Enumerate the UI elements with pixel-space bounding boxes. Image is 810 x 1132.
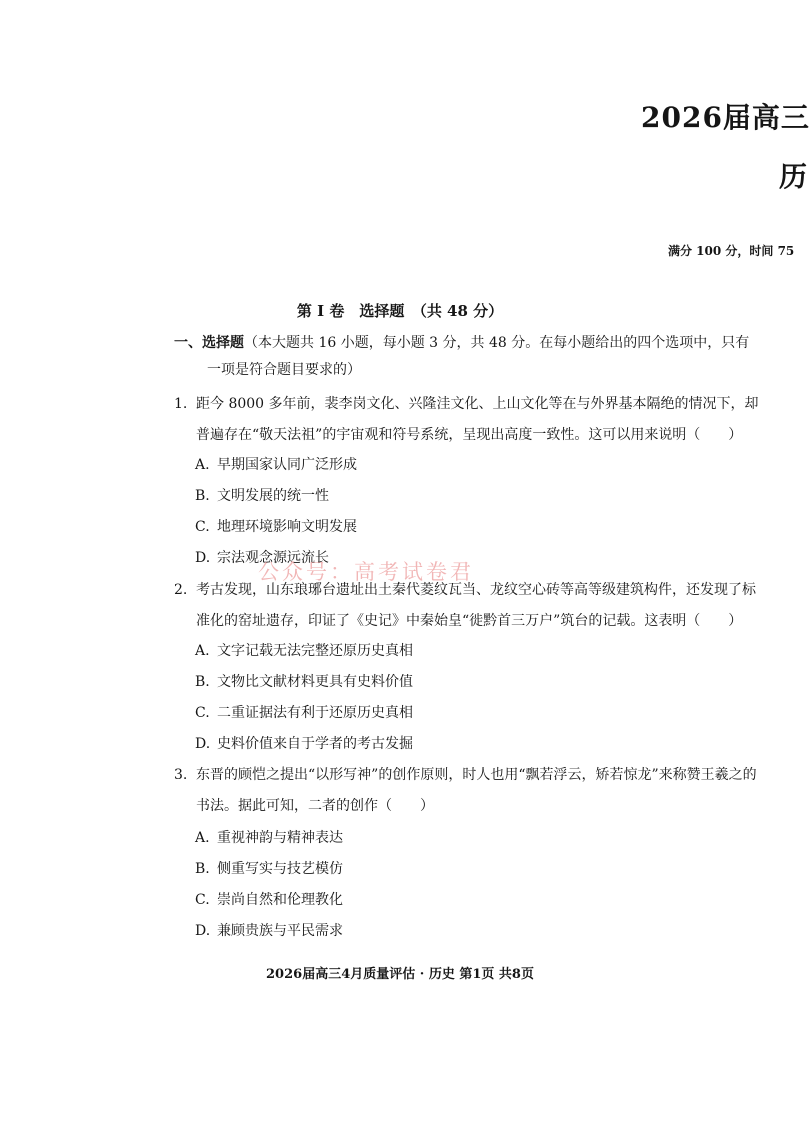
option-key: D. [195,736,211,752]
option-key: A. [195,830,210,846]
option-text: 二重证据法有利于还原历史真相 [217,705,413,721]
part-one-instructions [174,330,768,384]
question-1-option-c[interactable] [195,516,357,536]
exam-info: 满分 100 分，时间 75 [668,244,795,258]
watermark: 公众号：高考试卷君 [258,560,474,584]
question-2-option-a[interactable] [195,640,413,660]
option-key: B. [195,674,210,690]
option-text: 崇尚自然和伦理教化 [217,892,343,908]
exam-subject: 历 [779,160,808,193]
option-key: C. [195,705,210,721]
question-1-option-a[interactable] [195,454,357,474]
option-key: D. [195,923,211,939]
question-number: 3. [174,767,188,783]
option-text: 文物比文献材料更具有史料价值 [217,674,413,690]
option-key: C. [195,892,210,908]
question-3-option-a[interactable] [195,827,343,847]
option-text: 侧重写实与技艺模仿 [217,861,343,877]
option-text: 重视神韵与精神表达 [217,830,343,846]
question-number: 2. [174,582,188,598]
question-1 [174,389,768,451]
exam-title: 2026届高三 [641,101,810,134]
option-text: 文字记载无法完整还原历史真相 [217,643,413,659]
option-key: B. [195,861,210,877]
option-key: A. [195,457,210,473]
option-key: C. [195,519,210,535]
option-key: B. [195,488,210,504]
question-stem: 东晋的顾恺之提出“以形写神”的创作原则，时人也用“飘若浮云，矫若惊龙”来称赞王羲之的书法。据此可知，二者的创作（ ） [196,767,757,814]
option-key: D. [195,550,211,566]
question-stem: 考古发现，山东琅琊台遗址出土秦代菱纹瓦当、龙纹空心砖等高等级建筑构件，还发现了标准化的窑址遗存，印证了《史记》中秦始皇“徙黔首三万户”筑台的记载。这表明（ ） [196,582,756,629]
question-3-option-d[interactable] [195,920,343,940]
question-stem: 距今 8000 多年前，裴李岗文化、兴隆洼文化、上山文化等在与外界基本隔绝的情况下，却普遍存在“敬天法祖”的宇宙观和符号系统，呈现出高度一致性。这可以用来说明（ ） [196,396,759,443]
question-1-option-b[interactable] [195,485,329,505]
question-3 [174,760,768,822]
question-2-option-b[interactable] [195,671,413,691]
part-one-instructions-line2: 一项是符合题目要求的） [207,362,361,378]
option-text: 兼顾贵族与平民需求 [217,923,343,939]
section-title: 第 I 卷 选择题 （共 48 分） [296,302,504,320]
question-2-option-c[interactable] [195,702,413,722]
page-footer: 2026届高三4月质量评估 · 历史 第1页 共8页 [266,967,534,982]
question-number: 1. [174,396,188,412]
question-2-option-d[interactable] [195,733,413,753]
part-one-instructions-line1: （本大题共 16 小题，每小题 3 分，共 48 分。在每小题给出的四个选项中，只有 [244,335,750,351]
question-3-option-b[interactable] [195,858,343,878]
question-3-option-c[interactable] [195,889,343,909]
option-text: 史料价值来自于学者的考古发掘 [217,736,413,752]
option-text: 文明发展的统一性 [217,488,329,504]
option-text: 宗法观念源远流长 [217,550,329,566]
option-text: 早期国家认同广泛形成 [217,457,357,473]
option-key: A. [195,643,210,659]
option-text: 地理环境影响文明发展 [217,519,357,535]
part-one-heading: 一、选择题 [174,335,244,351]
